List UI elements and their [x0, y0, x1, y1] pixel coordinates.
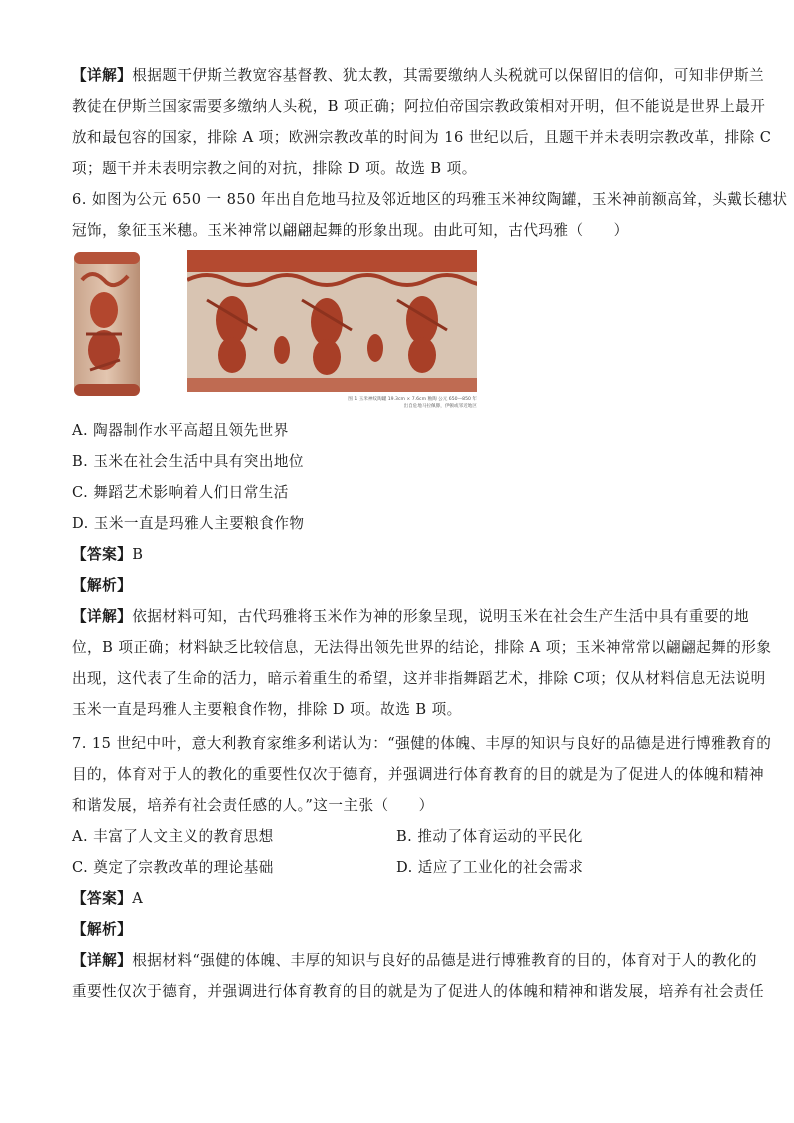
q6-detail-line-1: 【详解】依据材料可知，古代玛雅将玉米作为神的形象呈现，说明玉米在社会生产生活中具有重要的地 [72, 608, 749, 625]
q6-analysis-heading: 【解析】 [72, 577, 133, 594]
q7-option-b: B. 推动了体育运动的平民化 [396, 828, 583, 845]
maya-vase-rollout-image [187, 250, 477, 392]
q7-answer: 【答案】A [72, 890, 144, 907]
q7-stem-line-2: 目的，体育对于人的教化的重要性仅次于德育，并强调进行体育教育的目的就是为了促进人的体魄和精神 [72, 766, 765, 783]
detail-tag: 【详解】 [72, 67, 133, 84]
q7-option-d: D. 适应了工业化的社会需求 [396, 859, 584, 876]
q6-option-c: C. 舞蹈艺术影响着人们日常生活 [72, 484, 289, 501]
q6-option-d: D. 玉米一直是玛雅人主要粮食作物 [72, 515, 305, 532]
q7-detail-line-2: 重要性仅次于德育，并强调进行体育教育的目的就是为了促进人的体魄和精神和谐发展，培养有社会责任 [72, 983, 765, 1000]
q6-detail-line-4: 玉米一直是玛雅人主要粮食作物，排除 D 项。故选 B 项。 [72, 701, 462, 718]
q6-detail-line-3: 出现，这代表了生命的活力，暗示着重生的希望，这并非指舞蹈艺术，排除 C项；仅从材料信息无法说明 [72, 670, 766, 687]
q6-stem-line-1: 6. 如图为公元 650 一 850 年出自危地马拉及邻近地区的玛雅玉米神纹陶罐，玉米神前额高耸，头戴长穗状 [72, 191, 788, 208]
q6-option-a: A. 陶器制作水平高超且领先世界 [72, 422, 289, 439]
q7-option-a: A. 丰富了人文主义的教育思想 [72, 828, 274, 845]
figure-caption: 图 1 玉米神纹陶罐 19.3cm × 7.6cm 釉陶 公元 650—850 年 出自危地马拉佩滕，伊顿或邻近地区 [348, 397, 477, 409]
q6-detail-line-2: 位，B 项正确；材料缺乏比较信息，无法得出领先世界的结论，排除 A 项；玉米神常常以翩翩起舞的形象 [72, 639, 772, 656]
q5-detail-line-4: 项；题干并未表明宗教之间的对抗，排除 D 项。故选 B 项。 [72, 160, 477, 177]
q6-option-b: B. 玉米在社会生活中具有突出地位 [72, 453, 304, 470]
q6-stem-line-2: 冠饰，象征玉米穗。玉米神常以翩翩起舞的形象出现。由此可知，古代玛雅（ ） [72, 222, 629, 239]
q5-detail-line-3: 放和最包容的国家，排除 A 项；欧洲宗教改革的时间为 16 世纪以后，且题干并未表明宗教改革，排除 C [72, 129, 772, 146]
q7-stem-line-3: 和谐发展，培养有社会责任感的人。”这一主张（ ） [72, 797, 434, 814]
q6-answer: 【答案】B [72, 546, 144, 563]
q5-detail-line-1: 【详解】根据题干伊斯兰教宽容基督教、犹太教，其需要缴纳人头税就可以保留旧的信仰，可知非伊斯兰 [72, 67, 765, 84]
maya-vase-image [72, 250, 142, 398]
q7-stem-line-1: 7. 15 世纪中叶，意大利教育家维多利诺认为：“强健的体魄、丰厚的知识与良好的品德是进行博雅教育的 [72, 735, 772, 752]
q7-detail-line-1: 【详解】根据材料“强健的体魄、丰厚的知识与良好的品德是进行博雅教育的目的，体育对于人的教化的 [72, 952, 757, 969]
q5-detail-line-2: 教徒在伊斯兰国家需要多缴纳人头税，B 项正确；阿拉伯帝国宗教政策相对开明，但不能说是世界上最开 [72, 98, 766, 115]
q7-option-c: C. 奠定了宗教改革的理论基础 [72, 859, 274, 876]
q7-analysis-heading: 【解析】 [72, 921, 133, 938]
